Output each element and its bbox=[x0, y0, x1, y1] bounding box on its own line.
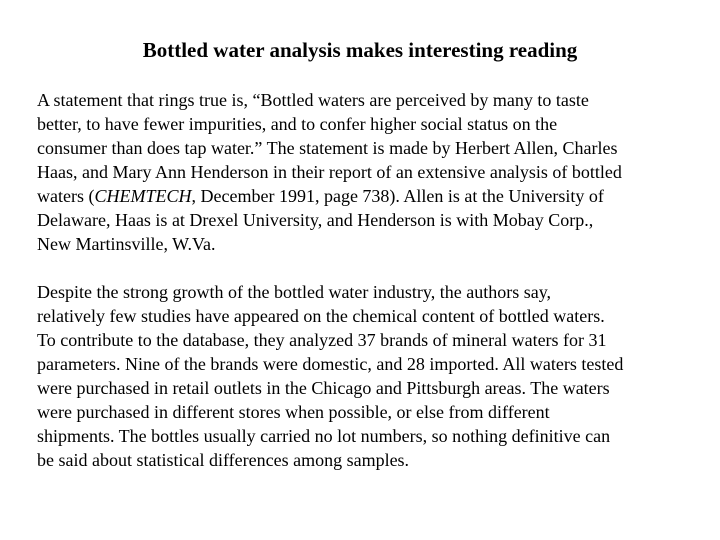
paragraph-line: Despite the strong growth of the bottled water industry, the authors say, bbox=[37, 282, 552, 302]
paragraph-2 bbox=[37, 280, 707, 472]
line-suffix: , December 1991, page 738). Allen is at the University of bbox=[191, 186, 604, 206]
paragraph-line: were purchased in different stores when possible, or else from different bbox=[37, 402, 550, 422]
paragraph-line: A statement that rings true is, “Bottled waters are perceived by many to taste bbox=[37, 90, 589, 110]
page-title: Bottled water analysis makes interesting reading bbox=[142, 38, 578, 62]
paragraph-line: New Martinsville, W.Va. bbox=[37, 234, 216, 254]
paragraph-1 bbox=[37, 88, 707, 256]
paragraph-line: better, to have fewer impurities, and to confer higher social status on the bbox=[37, 114, 558, 134]
paragraph-line: relatively few studies have appeared on the chemical content of bottled waters. bbox=[37, 306, 605, 326]
paragraph-line: were purchased in retail outlets in the Chicago and Pittsburgh areas. The waters bbox=[37, 378, 610, 398]
paragraph-line bbox=[37, 184, 707, 208]
paragraph-line: consumer than does tap water.” The statement is made by Herbert Allen, Charles bbox=[37, 138, 618, 158]
paragraph-line: To contribute to the database, they analyzed 37 brands of mineral waters for 31 bbox=[37, 330, 607, 350]
paragraph-line: shipments. The bottles usually carried no lot numbers, so nothing definitive can bbox=[37, 426, 611, 446]
line-prefix: waters ( bbox=[37, 186, 95, 206]
paragraph-line: parameters. Nine of the brands were domestic, and 28 imported. All waters tested bbox=[37, 354, 624, 374]
journal-name: CHEMTECH bbox=[94, 186, 192, 206]
paragraph-line: be said about statistical differences among samples. bbox=[37, 450, 410, 470]
paragraph-line: Delaware, Haas is at Drexel University, and Henderson is with Mobay Corp., bbox=[37, 210, 594, 230]
paragraph-line: Haas, and Mary Ann Henderson in their report of an extensive analysis of bottled bbox=[37, 162, 622, 182]
